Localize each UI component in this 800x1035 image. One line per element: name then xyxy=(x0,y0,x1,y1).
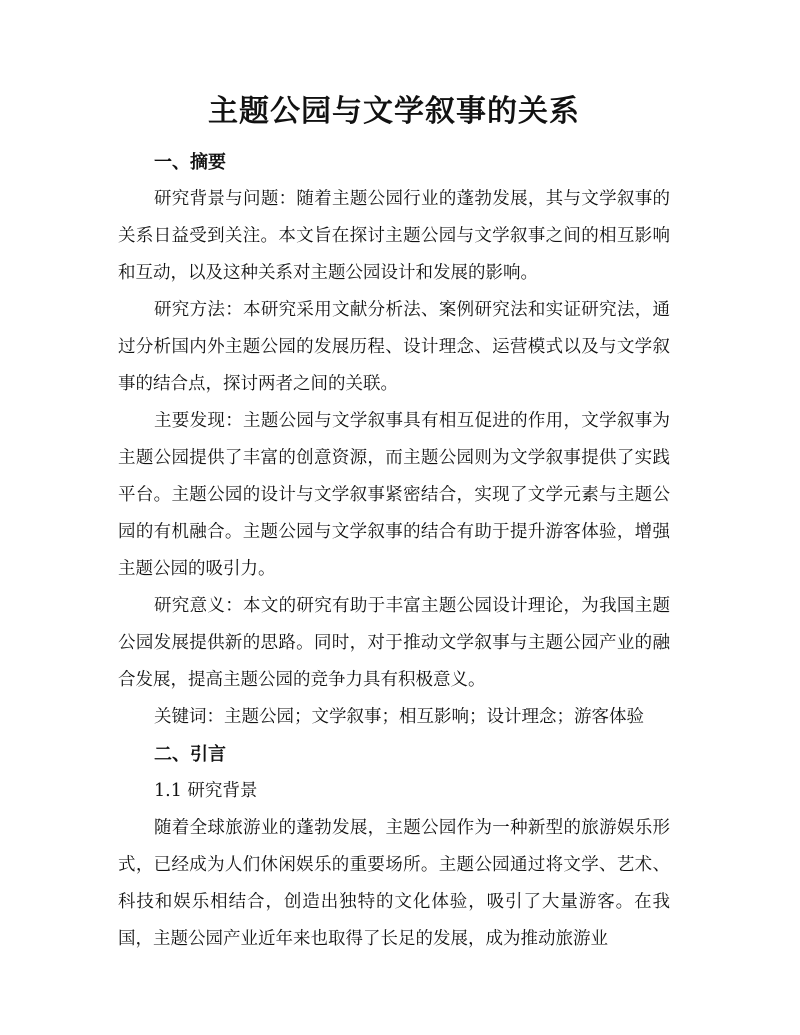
abstract-paragraph-significance: 研究意义：本文的研究有助于丰富主题公园设计理论，为我国主题公园发展提供新的思路。同时，对于推动文学叙事与主题公园产业的融合发展，提高主题公园的竞争力具有积极意义。 xyxy=(118,596,670,690)
abstract-paragraph-findings: 主要发现：主题公园与文学叙事具有相互促进的作用，文学叙事为主题公园提供了丰富的创意资源，而主题公园则为文学叙事提供了实践平台。主题公园的设计与文学叙事紧密结合，实现了文学元素与主题公园的有机融合。主题公园与文学叙事的结合有助于提升游客体验，增强主题公园的吸引力。 xyxy=(118,411,670,579)
document-title: 主题公园与文学叙事的关系 xyxy=(208,94,580,129)
section-heading-abstract: 一、摘要 xyxy=(154,152,226,173)
subsection-heading-background: 1.1 研究背景 xyxy=(154,781,258,801)
section-heading-introduction: 二、引言 xyxy=(154,744,226,765)
introduction-paragraph: 随着全球旅游业的蓬勃发展，主题公园作为一种新型的旅游娱乐形式，已经成为人们休闲娱乐的重要场所。主题公园通过将文学、艺术、科技和娱乐相结合，创造出独特的文化体验，吸引了大量游客。在我国，主题公园产业近年来也取得了长足的发展，成为推动旅游业 xyxy=(118,818,670,949)
keywords-line: 关键词：主题公园；文学叙事；相互影响；设计理念；游客体验 xyxy=(154,707,644,727)
document-body xyxy=(118,144,670,958)
abstract-paragraph-methods: 研究方法：本研究采用文献分析法、案例研究法和实证研究法，通过分析国内外主题公园的发展历程、设计理念、运营模式以及与文学叙事的结合点，探讨两者之间的关联。 xyxy=(118,300,670,394)
abstract-paragraph-background: 研究背景与问题：随着主题公园行业的蓬勃发展，其与文学叙事的关系日益受到关注。本文旨在探讨主题公园与文学叙事之间的相互影响和互动，以及这种关系对主题公园设计和发展的影响。 xyxy=(118,189,670,283)
